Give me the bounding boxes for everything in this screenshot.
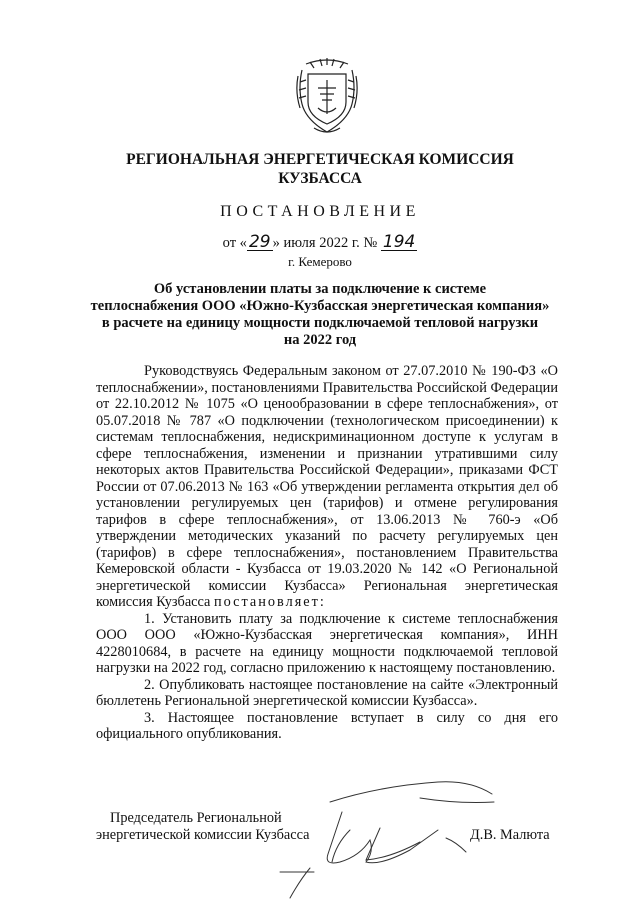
document-dateline (100, 234, 540, 252)
dateline-middle: » июля 2022 г. № (272, 235, 381, 251)
coat-of-arms-emblem (296, 58, 358, 136)
signatory-title-line-1: Председатель Региональной (110, 810, 282, 826)
title-line-3: в расчете на единицу мощности подключаемой тепловой нагрузки (101, 315, 539, 331)
item-3-paragraph: 3. Настоящее постановление вступает в силу со дня его официального опубликования. (96, 709, 558, 742)
document-city: г. Кемерово (288, 254, 352, 269)
preamble-text: Руководствуясь Федеральным законом от 27.07.2010 № 190-ФЗ «О теплоснабжении», постановлениями Правительства Российской Федерации от 22.10.2012 № 1075 «О ценообразовании в сфере теплоснабжения», от 05.07.2018 № 787 «О подключении (технологическом присоединении) к системам теплоснабжения, недискриминационном доступе к услугам в сфере теплоснабжения, изменении и признании утратившими силу некоторых актов Правительства Российской Федерации», приказами ФСТ России от 07.06.2013 № 163 «Об утверждении регламента открытия дел об установлении регулируемых цен (тарифов) и отмене регулирования тарифов в сфере теплоснабжения», от 13.06.2013 № 760-э «Об утверждении методических указаний по расчету регулируемых цен (тарифов) в сфере теплоснабжения», постановлением Правительства Кемеровской области - Кузбасса от 19.03.2020 № 142 «О Региональной энергетической комиссии Кузбасса» Региональная энергетическая комиссия Кузбасса (96, 363, 558, 610)
title-line-4: на 2022 год (283, 332, 357, 348)
preamble-paragraph (96, 363, 558, 611)
item-2-paragraph: 2. Опубликовать настоящее постановление на сайте «Электронный бюллетень Региональной энергетической комиссии Кузбасса». (96, 676, 558, 709)
signatory-name: Д.В. Малюта (470, 827, 550, 843)
title-line-1: Об установлении платы за подключение к системе (153, 281, 487, 297)
title-line-2: теплоснабжения ООО «Южно-Кузбасская энергетическая компания» (90, 298, 550, 314)
item-1-paragraph: 1. Установить плату за подключение к системе теплоснабжения ООО ООО «Южно-Кузбасская энергетическая компания», ИНН 4228010684, в расчете на единицу мощности подключаемой тепловой нагрузки на 2022 год, согласно приложению к настоящему постановлению. (96, 610, 558, 676)
dateline-number: 194 (382, 232, 416, 252)
document-title (88, 281, 552, 349)
organization-line-2: КУЗБАССА (278, 170, 362, 187)
signatory-title-line-2: энергетической комиссии Кузбасса (96, 827, 310, 843)
organization-name (100, 150, 540, 188)
dateline-prefix: от « (222, 235, 247, 251)
document-type: ПОСТАНОВЛЕНИЕ (220, 203, 420, 220)
document-body (96, 363, 558, 743)
handwritten-signature (270, 780, 500, 900)
dateline-day: 29 (248, 232, 271, 252)
organization-line-1: РЕГИОНАЛЬНАЯ ЭНЕРГЕТИЧЕСКАЯ КОМИССИЯ (126, 151, 514, 168)
decree-word: постановляет: (213, 594, 326, 610)
